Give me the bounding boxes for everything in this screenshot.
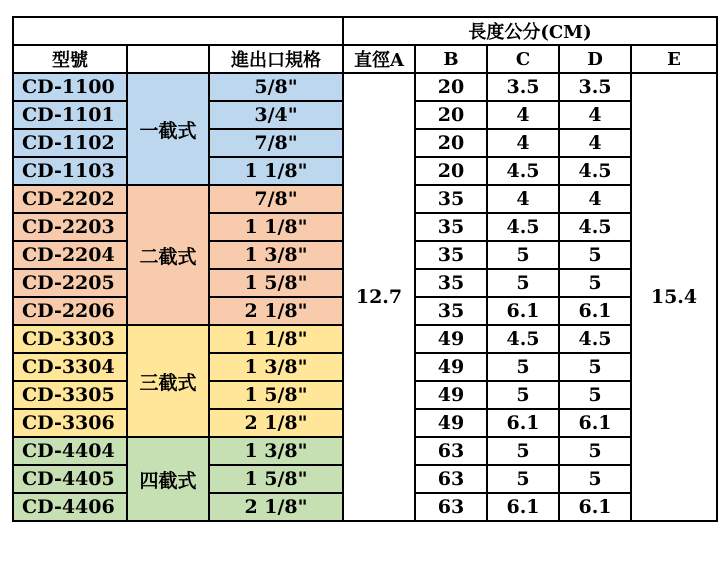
table-row (13, 73, 717, 101)
d-value-cell: 5 (559, 437, 631, 465)
port-spec-cell: 7/8" (209, 185, 343, 213)
port-spec-header: 進出口規格 (209, 45, 343, 73)
port-spec-cell: 7/8" (209, 129, 343, 157)
c-value-cell: 6.1 (487, 297, 559, 325)
b-value-cell: 49 (415, 325, 487, 353)
b-value-cell: 35 (415, 241, 487, 269)
header-row-1 (13, 17, 717, 45)
header-row-2 (13, 45, 717, 73)
stage-label: 二截式 (127, 185, 209, 325)
d-header: D (559, 45, 631, 73)
b-value-cell: 49 (415, 409, 487, 437)
port-spec-cell: 1 1/8" (209, 157, 343, 185)
stage-label: 四截式 (127, 437, 209, 521)
d-value-cell: 3.5 (559, 73, 631, 101)
model-cell: CD-3306 (13, 409, 127, 437)
table-body (13, 17, 717, 521)
b-value-cell: 20 (415, 129, 487, 157)
model-cell: CD-4406 (13, 493, 127, 521)
model-header: 型號 (13, 45, 127, 73)
diameter-a-value: 12.7 (343, 73, 415, 521)
b-value-cell: 49 (415, 353, 487, 381)
port-spec-cell: 1 1/8" (209, 213, 343, 241)
c-value-cell: 5 (487, 353, 559, 381)
spec-table (12, 16, 718, 522)
model-cell: CD-2202 (13, 185, 127, 213)
port-spec-cell: 2 1/8" (209, 493, 343, 521)
b-value-cell: 63 (415, 465, 487, 493)
c-value-cell: 5 (487, 269, 559, 297)
d-value-cell: 5 (559, 353, 631, 381)
d-value-cell: 4.5 (559, 325, 631, 353)
model-cell: CD-1102 (13, 129, 127, 157)
port-spec-cell: 2 1/8" (209, 409, 343, 437)
c-header: C (487, 45, 559, 73)
b-value-cell: 20 (415, 73, 487, 101)
c-value-cell: 5 (487, 465, 559, 493)
b-value-cell: 63 (415, 437, 487, 465)
d-value-cell: 6.1 (559, 409, 631, 437)
c-value-cell: 4.5 (487, 157, 559, 185)
model-cell: CD-1103 (13, 157, 127, 185)
d-value-cell: 6.1 (559, 493, 631, 521)
port-spec-cell: 1 3/8" (209, 353, 343, 381)
port-spec-cell: 1 3/8" (209, 241, 343, 269)
port-spec-cell: 5/8" (209, 73, 343, 101)
d-value-cell: 4 (559, 101, 631, 129)
model-cell: CD-2205 (13, 269, 127, 297)
port-spec-cell: 1 5/8" (209, 381, 343, 409)
model-cell: CD-4405 (13, 465, 127, 493)
d-value-cell: 6.1 (559, 297, 631, 325)
c-value-cell: 3.5 (487, 73, 559, 101)
model-cell: CD-1100 (13, 73, 127, 101)
b-value-cell: 49 (415, 381, 487, 409)
c-value-cell: 4 (487, 185, 559, 213)
b-value-cell: 35 (415, 213, 487, 241)
c-value-cell: 6.1 (487, 493, 559, 521)
stage-label: 三截式 (127, 325, 209, 437)
port-spec-cell: 1 3/8" (209, 437, 343, 465)
c-value-cell: 4.5 (487, 325, 559, 353)
c-value-cell: 4 (487, 101, 559, 129)
stage-header-blank (127, 45, 209, 73)
b-value-cell: 35 (415, 185, 487, 213)
length-header: 長度公分(CM) (343, 17, 717, 45)
model-cell: CD-3305 (13, 381, 127, 409)
port-spec-cell: 1 1/8" (209, 325, 343, 353)
b-value-cell: 63 (415, 493, 487, 521)
model-cell: CD-3304 (13, 353, 127, 381)
model-cell: CD-3303 (13, 325, 127, 353)
stage-label: 一截式 (127, 73, 209, 185)
model-cell: CD-4404 (13, 437, 127, 465)
d-value-cell: 4.5 (559, 213, 631, 241)
port-spec-cell: 3/4" (209, 101, 343, 129)
d-value-cell: 5 (559, 241, 631, 269)
c-value-cell: 5 (487, 241, 559, 269)
port-spec-cell: 1 5/8" (209, 269, 343, 297)
b-value-cell: 20 (415, 157, 487, 185)
b-value-cell: 35 (415, 297, 487, 325)
d-value-cell: 5 (559, 381, 631, 409)
d-value-cell: 4 (559, 129, 631, 157)
d-value-cell: 4 (559, 185, 631, 213)
e-value: 15.4 (631, 73, 717, 521)
model-cell: CD-2206 (13, 297, 127, 325)
b-header: B (415, 45, 487, 73)
port-spec-cell: 1 5/8" (209, 465, 343, 493)
model-cell: CD-2204 (13, 241, 127, 269)
c-value-cell: 6.1 (487, 409, 559, 437)
d-value-cell: 5 (559, 269, 631, 297)
model-cell: CD-1101 (13, 101, 127, 129)
d-value-cell: 5 (559, 465, 631, 493)
b-value-cell: 20 (415, 101, 487, 129)
d-value-cell: 4.5 (559, 157, 631, 185)
c-value-cell: 5 (487, 437, 559, 465)
diameter-a-header: 直徑A (343, 45, 415, 73)
c-value-cell: 4.5 (487, 213, 559, 241)
port-spec-cell: 2 1/8" (209, 297, 343, 325)
b-value-cell: 35 (415, 269, 487, 297)
c-value-cell: 5 (487, 381, 559, 409)
model-cell: CD-2203 (13, 213, 127, 241)
e-header: E (631, 45, 717, 73)
blank-header-cell (13, 17, 343, 45)
c-value-cell: 4 (487, 129, 559, 157)
